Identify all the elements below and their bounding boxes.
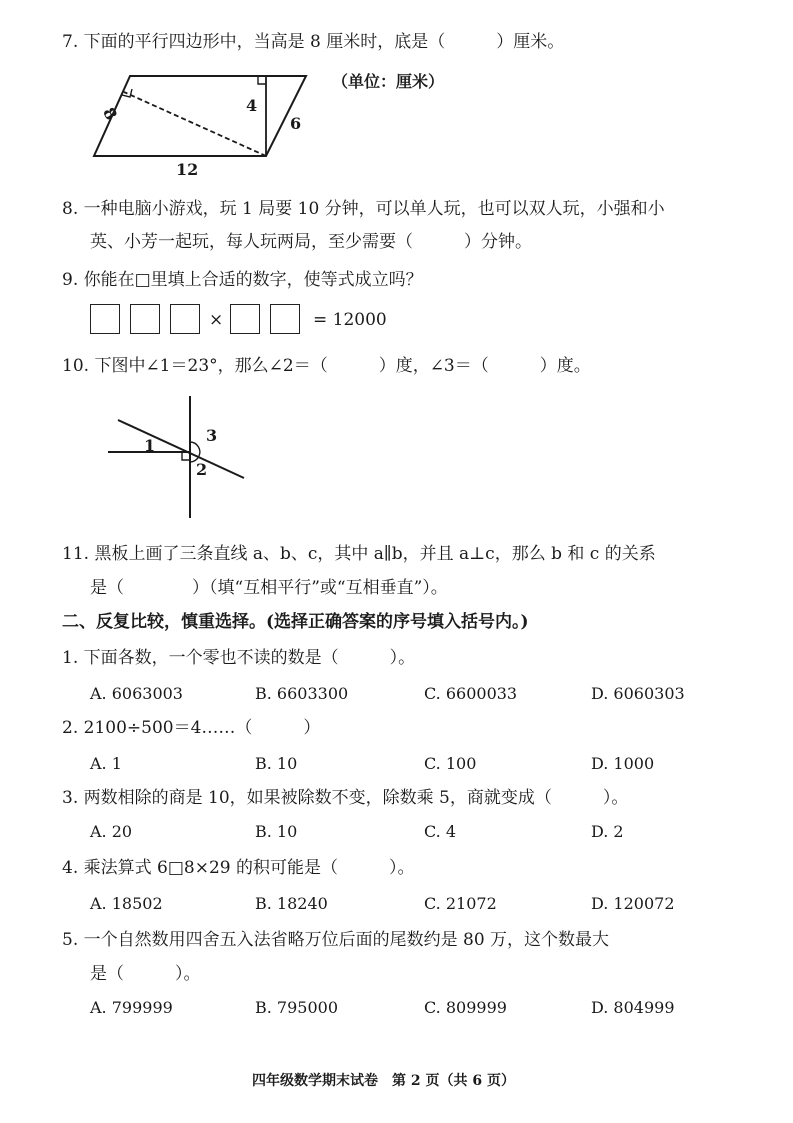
digit-box-1[interactable] [90,304,120,334]
angle-label-3: 3 [206,426,218,445]
mc2-option-c[interactable]: C. 100 [424,754,477,773]
label-6: 6 [290,114,302,133]
digit-box-2[interactable] [130,304,160,334]
mc3-question: 3. 两数相除的商是 10，如果被除数不变，除数乘 5，商就变成（ ）。 [62,788,629,808]
angle-label-2: 2 [196,460,208,479]
section-heading: 二、反复比较，慎重选择。(选择正确答案的序号填入括号内。) [62,612,529,632]
mc5-option-a[interactable]: A. 799999 [90,998,173,1017]
mc3-option-c[interactable]: C. 4 [424,822,457,841]
label-4: 4 [246,96,258,115]
mc1-option-b[interactable]: B. 6603300 [255,684,349,703]
parallelogram-figure [90,70,320,180]
mc4-option-d[interactable]: D. 120072 [591,894,675,913]
digit-box-5[interactable] [270,304,300,334]
q9-text: 9. 你能在□里填上合适的数字，使等式成立吗？ [62,270,423,290]
equals-result: = 12000 [313,310,387,330]
mc2-option-a[interactable]: A. 1 [90,754,122,773]
mc3-option-a[interactable]: A. 20 [90,822,133,841]
mc4-option-c[interactable]: C. 21072 [424,894,497,913]
mc1-option-d[interactable]: D. 6060303 [591,684,685,703]
mc5-option-b[interactable]: B. 795000 [255,998,339,1017]
q11-line2: 是（ ）（填“互相平行”或“互相垂直”）。 [90,578,448,598]
mc5-option-d[interactable]: D. 804999 [591,998,675,1017]
mc3-option-b[interactable]: B. 10 [255,822,298,841]
digit-box-4[interactable] [230,304,260,334]
q10-text: 10. 下图中∠1＝23°，那么∠2＝（ ）度，∠3＝（ ）度。 [62,356,591,376]
digit-box-3[interactable] [170,304,200,334]
mc1-question: 1. 下面各数，一个零也不读的数是（ ）。 [62,648,416,668]
q8-line1: 8. 一种电脑小游戏，玩 1 局要 10 分钟，可以单人玩，也可以双人玩，小强和小 [62,199,665,219]
times-sign: × [209,310,224,330]
label-8: 8 [98,104,122,124]
mc5-option-c[interactable]: C. 809999 [424,998,507,1017]
mc3-option-d[interactable]: D. 2 [591,822,624,841]
mc2-option-d[interactable]: D. 1000 [591,754,655,773]
mc4-option-a[interactable]: A. 18502 [90,894,163,913]
mc4-question: 4. 乘法算式 6□8×29 的积可能是（ ）。 [62,858,415,878]
mc5-question: 5. 一个自然数用四舍五入法省略万位后面的尾数约是 80 万，这个数最大 [62,930,610,950]
q11-line1: 11. 黑板上画了三条直线 a、b、c，其中 a∥b，并且 a⊥c，那么 b 和 c 的关系 [62,544,656,564]
page-footer: 四年级数学期末试卷 第 2 页（共 6 页） [252,1073,515,1089]
mc5-question-cont: 是（ ）。 [90,964,201,984]
angle-label-1: 1 [144,436,156,455]
angle-figure [104,392,254,522]
q7-text: 7. 下面的平行四边形中，当高是 8 厘米时，底是（ ）厘米。 [62,32,565,52]
q8-line2: 英、小芳一起玩，每人玩两局，至少需要（ ）分钟。 [90,232,532,252]
mc2-question: 2. 2100÷500＝4……（ ） [62,718,321,738]
mc1-option-a[interactable]: A. 6063003 [90,684,183,703]
unit-note: （单位：厘米） [332,72,445,91]
mc1-option-c[interactable]: C. 6600033 [424,684,518,703]
mc2-option-b[interactable]: B. 10 [255,754,298,773]
mc4-option-b[interactable]: B. 18240 [255,894,328,913]
label-12: 12 [176,160,199,179]
